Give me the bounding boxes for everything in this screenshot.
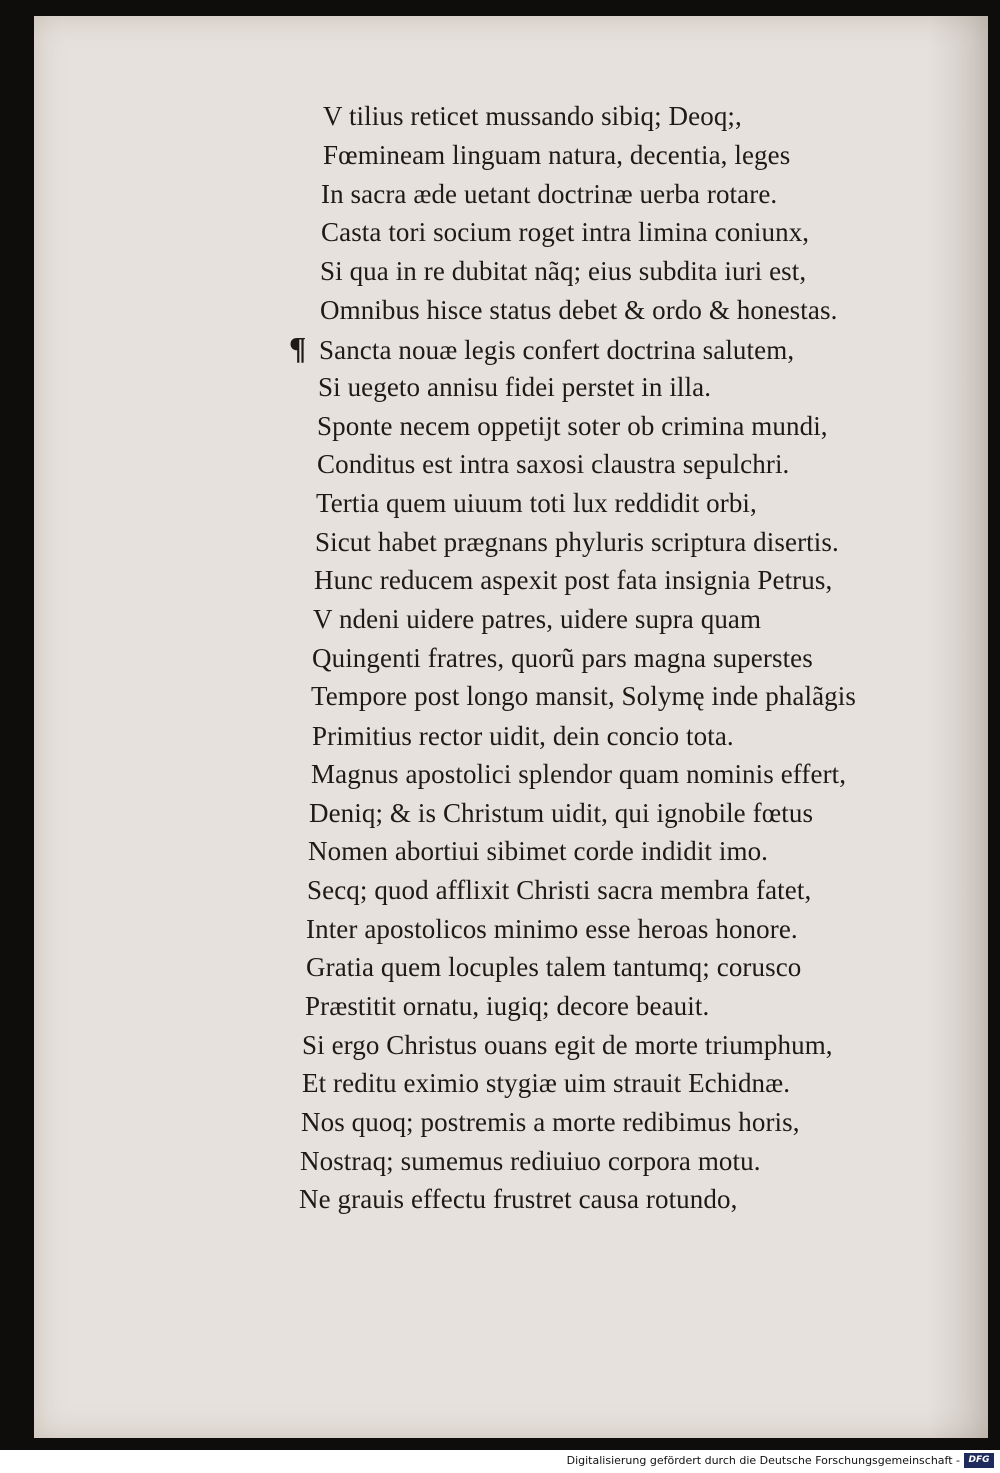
verse-line-5: Si qua in re dubitat nãq; eius subdita iuri est, [320,256,807,286]
verse-line-11: Tertia quem uiuum toti lux reddidit orbi, [316,488,757,518]
verse-line-17: Primitius rector uidit, dein concio tota. [312,721,734,751]
verse-line-2: Fœmineam linguam natura, decentia, leges [323,140,791,170]
verse-line-1: V tilius reticet mussando sibiq; Deoq;, [323,101,742,131]
verse-line-18: Magnus apostolici splendor quam nominis effert, [311,759,847,789]
verse-line-4: Casta tori socium roget intra limina coniunx, [321,217,810,247]
verse-line-7: Sancta nouæ legis confert doctrina salutem, [319,335,795,365]
verse-line-26: Et reditu eximio stygiæ uim strauit Echidnæ. [302,1068,791,1098]
verse-line-22: Inter apostolicos minimo esse heroas honore. [306,914,798,944]
verse-line-16: Tempore post longo mansit, Solymę inde phalãgis [311,681,856,711]
verse-line-19: Deniq; & is Christum uidit, qui ignobile fœtus [309,798,814,828]
funding-credit: Digitalisierung gefördert durch die Deutsche Forschungsgemeinschaft - [566,1454,960,1467]
verse-line-13: Hunc reducem aspexit post fata insignia Petrus, [314,565,833,595]
verse-line-8: Si uegeto annisu fidei perstet in illa. [318,372,712,402]
verse-line-20: Nomen abortiui sibimet corde indidit imo. [308,836,769,866]
book-page [34,16,988,1438]
verse-line-29: Ne grauis effectu frustret causa rotundo, [299,1184,738,1214]
verse-line-24: Præstitit ornatu, iugiq; decore beauit. [305,991,710,1021]
verse-text-block [34,16,988,1438]
verse-line-28: Nostraq; sumemus rediuiuo corpora motu. [300,1146,761,1176]
dfg-logo-icon: DFG [964,1453,994,1468]
verse-line-6: Omnibus hisce status debet & ordo & honestas. [320,295,838,325]
verse-line-14: V ndeni uidere patres, uidere supra quam [313,604,762,634]
verse-line-23: Gratia quem locuples talem tantumq; corusco [306,952,802,982]
verse-line-3: In sacra æde uetant doctrinæ uerba rotare. [321,179,778,209]
verse-line-10: Conditus est intra saxosi claustra sepulchri. [317,449,790,479]
verse-line-27: Nos quoq; postremis a morte redibimus horis, [301,1107,800,1137]
verse-line-9: Sponte necem oppetijt soter ob crimina mundi, [317,411,828,441]
verse-line-15: Quingenti fratres, quorũ pars magna superstes [312,643,813,673]
verse-line-12: Sicut habet prægnans phyluris scriptura disertis. [315,527,839,557]
verse-line-25: Si ergo Christus ouans egit de morte triumphum, [302,1030,833,1060]
paragraph-mark-icon: ¶ [289,330,307,366]
verse-line-21: Secq; quod afflixit Christi sacra membra fatet, [307,875,812,905]
digitization-footer [0,1450,1000,1473]
